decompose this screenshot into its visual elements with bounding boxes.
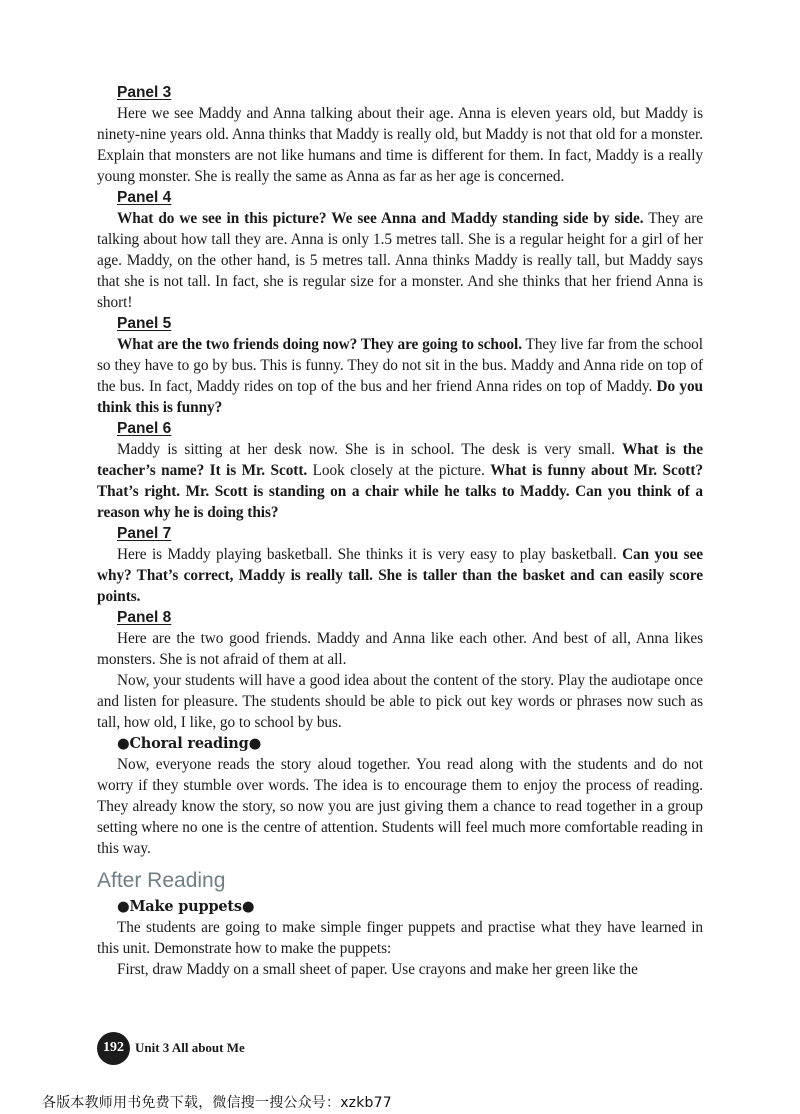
first-step-text: First, draw Maddy on a small sheet of paper. Use crayons and make her green like the: [117, 961, 638, 978]
panel-3-heading: Panel 3: [117, 84, 172, 101]
panel-7-text-1: Here is Maddy playing basketball. She thinks it is very easy to play basketball.: [117, 546, 623, 563]
after-reading-title: After Reading: [97, 869, 226, 892]
page-footer: [97, 1031, 245, 1065]
choral-reading-text: Now, everyone reads the story aloud together. You read along with the students and do not worry if they stumble over words. The idea is to encourage them to enjoy the process of reading. They already know the story, so now you are just giving them a chance to read together in a group setting where no one is the centre of attention. Students will feel much more comfortable reading in this way.: [97, 756, 703, 857]
page-number-badge: 192: [97, 1032, 130, 1065]
panel-4-text: [97, 208, 703, 313]
panel-5-bold-1: What are the two friends doing now? They are going to school.: [117, 336, 523, 353]
panel-6-heading: Panel 6: [117, 420, 172, 437]
panel-6-text: [97, 439, 703, 523]
panel-7-heading: Panel 7: [117, 525, 172, 542]
panel-5-text-1: They live far from the school so they have to go by bus. This is funny. They do not sit in the bus. Maddy and Anna ride on top of the bus. In fact, Maddy rides on top of the bus and her friend Anna rides on top of Maddy.: [97, 336, 703, 395]
now-students-paragraph: Now, your students will have a good idea about the content of the story. Play the audiotape once and listen for pleasure. The students should be able to pick out key words or phrases now such as tall, how old, I like, go to school by bus.: [97, 672, 703, 731]
panel-7-bold-1: Can you see why? That’s correct, Maddy is really tall. She is taller than the basket and can easily score points.: [97, 546, 703, 605]
page-content: [97, 82, 703, 980]
panel-6-bold-1: What is the teacher’s name? It is Mr. Scott.: [97, 441, 703, 479]
panel-4-text-1: They are talking about how tall they are. Anna is only 1.5 metres tall. She is a regular height for a girl of her age. Maddy, on the other hand, is 5 metres tall. Anna thinks Maddy is really tall, but Maddy says that she is not tall. In fact, she is regular size for a monster. And she thinks that her friend Anna is short!: [97, 210, 704, 311]
panel-5-text: [97, 334, 703, 418]
panel-7-text: [97, 544, 703, 607]
panel-3-text: Here we see Maddy and Anna talking about their age. Anna is eleven years old, but Maddy is ninety-nine years old. Anna thinks that Maddy is really old, but Maddy is not that old for a monster. Explain that monsters are not like humans and time is different for them. In fact, Maddy is a really young monster. She is really the same as Anna as far as her age is concerned.: [97, 105, 703, 185]
panel-6-text-1: Maddy is sitting at her desk now. She is in school. The desk is very small.: [117, 441, 623, 458]
panel-8-heading: Panel 8: [117, 609, 172, 626]
panel-6-text-2: Look closely at the picture.: [307, 462, 491, 479]
panel-5-heading: Panel 5: [117, 315, 172, 332]
make-puppets-text: The students are going to make simple finger puppets and practise what they have learned in this unit. Demonstrate how to make the puppets:: [97, 919, 703, 957]
choral-reading-heading: ●Choral reading●: [117, 735, 262, 752]
watermark-text: 各版本教师用书免费下载，微信搜一搜公众号：xzkb77: [42, 1095, 392, 1111]
make-puppets-heading: ●Make puppets●: [117, 898, 255, 915]
panel-4-bold-1: What do we see in this picture? We see Anna and Maddy standing side by side.: [117, 210, 644, 227]
unit-label: Unit 3 All about Me: [135, 1040, 245, 1055]
panel-8-text: Here are the two good friends. Maddy and Anna like each other. And best of all, Anna likes monsters. She is not afraid of them at all.: [97, 630, 703, 668]
panel-4-heading: Panel 4: [117, 189, 172, 206]
panel-6-bold-2: What is funny about Mr. Scott? That’s right. Mr. Scott is standing on a chair while he talks to Maddy. Can you think of a reason why he is doing this?: [97, 462, 703, 521]
panel-5-bold-2: Do you think this is funny?: [97, 378, 703, 416]
